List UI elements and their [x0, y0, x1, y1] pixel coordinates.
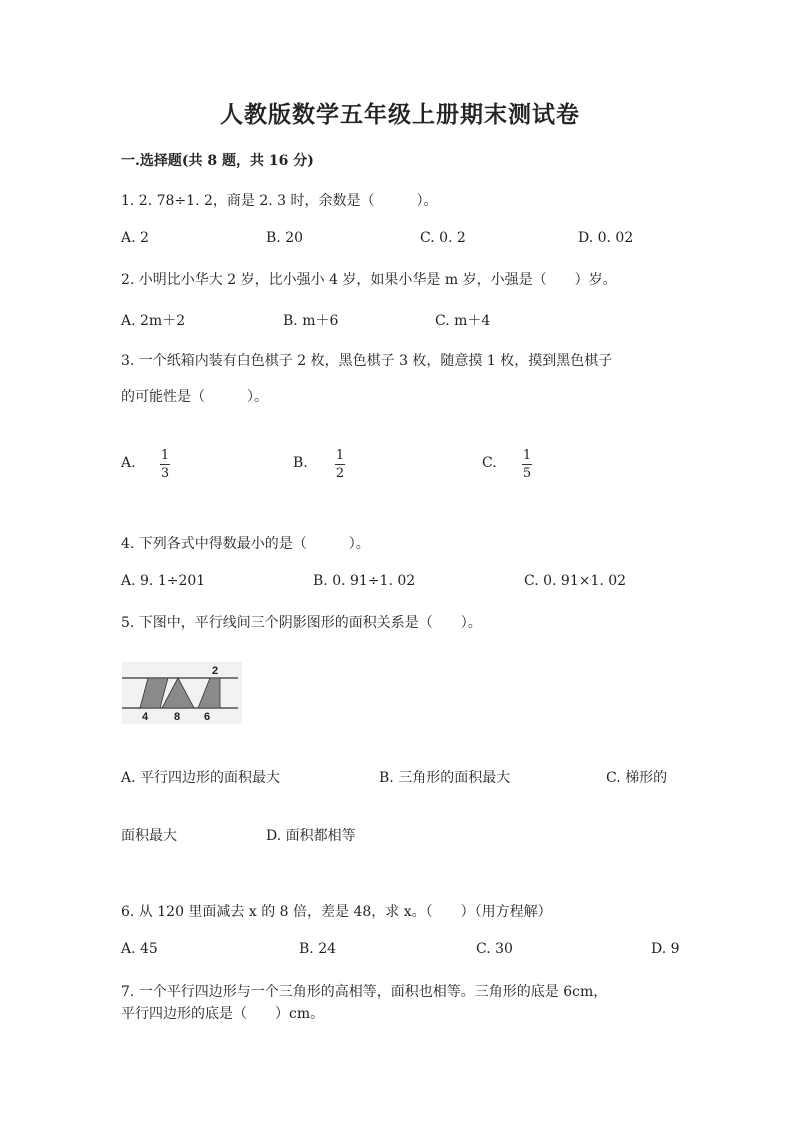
q6-option-c: C. 30 — [476, 941, 513, 957]
fraction-denominator: 3 — [160, 466, 170, 481]
q2-option-b: B. m＋6 — [283, 313, 339, 329]
q3-option-b-fraction — [335, 449, 345, 480]
question-6: 6. 从 120 里面减去 x 的 8 倍，差是 48，求 x。（ ）（用方程解） — [121, 904, 552, 920]
q1-option-b: B. 20 — [266, 230, 304, 246]
q1-option-c: C. 0. 2 — [420, 230, 466, 246]
q1-option-a: A. 2 — [121, 230, 149, 246]
question-7-line-1: 7. 一个平行四边形与一个三角形的高相等，面积也相等。三角形的底是 6cm， — [121, 984, 608, 1000]
q5-option-a: A. 平行四边形的面积最大 — [121, 770, 281, 786]
question-5: 5. 下图中，平行线间三个阴影图形的面积关系是（ ）。 — [121, 615, 482, 631]
parallel-lines-figure — [122, 662, 242, 724]
q6-option-a: A. 45 — [121, 941, 158, 957]
question-7-line-2: 平行四边形的底是（ ）cm。 — [121, 1006, 325, 1022]
q6-option-b: B. 24 — [299, 941, 337, 957]
page-title: 人教版数学五年级上册期末测试卷 — [220, 101, 580, 128]
figure-label-bottom-3: 6 — [204, 711, 211, 723]
q3-option-c-fraction — [522, 449, 532, 480]
q1-option-d: D. 0. 02 — [578, 230, 634, 246]
q5-option-c: C. 梯形的 — [606, 770, 668, 786]
fraction-numerator: 1 — [522, 448, 532, 463]
question-2: 2. 小明比小华大 2 岁，比小强小 4 岁，如果小华是 m 岁，小强是（ ）岁。 — [121, 272, 617, 288]
q3-option-b-label: B. — [293, 455, 308, 471]
q3-option-c-label: C. — [482, 455, 497, 471]
q5-option-d: D. 面积都相等 — [266, 828, 356, 844]
question-1: 1. 2. 78÷1. 2，商是 2. 3 时，余数是（ ）。 — [121, 193, 438, 209]
q3-option-a-fraction — [160, 449, 170, 480]
fraction-numerator: 1 — [335, 448, 345, 463]
figure-label-top: 2 — [212, 665, 219, 677]
q5-option-c-continuation: 面积最大 — [121, 828, 177, 844]
q2-option-a: A. 2m＋2 — [121, 313, 186, 329]
fraction-bar — [160, 464, 170, 465]
fraction-denominator: 5 — [522, 466, 532, 481]
question-4: 4. 下列各式中得数最小的是（ ）。 — [121, 536, 370, 552]
q5-option-b: B. 三角形的面积最大 — [379, 770, 511, 786]
q4-option-b: B. 0. 91÷1. 02 — [313, 573, 416, 589]
question-3-line-1: 3. 一个纸箱内装有白色棋子 2 枚，黑色棋子 3 枚，随意摸 1 枚，摸到黑色棋子 — [121, 353, 613, 369]
q6-option-d: D. 9 — [651, 941, 680, 957]
fraction-denominator: 2 — [335, 466, 345, 481]
figure-label-bottom-1: 4 — [142, 711, 149, 723]
section-heading: 一.选择题(共 8 题，共 16 分) — [121, 153, 314, 169]
question-3-line-2: 的可能性是（ ）。 — [121, 389, 268, 405]
fraction-bar — [522, 464, 532, 465]
q3-option-a-label: A. — [121, 455, 136, 471]
q2-option-c: C. m＋4 — [435, 313, 491, 329]
fraction-numerator: 1 — [160, 448, 170, 463]
q4-option-c: C. 0. 91×1. 02 — [524, 573, 627, 589]
fraction-bar — [335, 464, 345, 465]
q4-option-a: A. 9. 1÷201 — [121, 573, 206, 589]
figure-label-bottom-2: 8 — [174, 711, 181, 723]
